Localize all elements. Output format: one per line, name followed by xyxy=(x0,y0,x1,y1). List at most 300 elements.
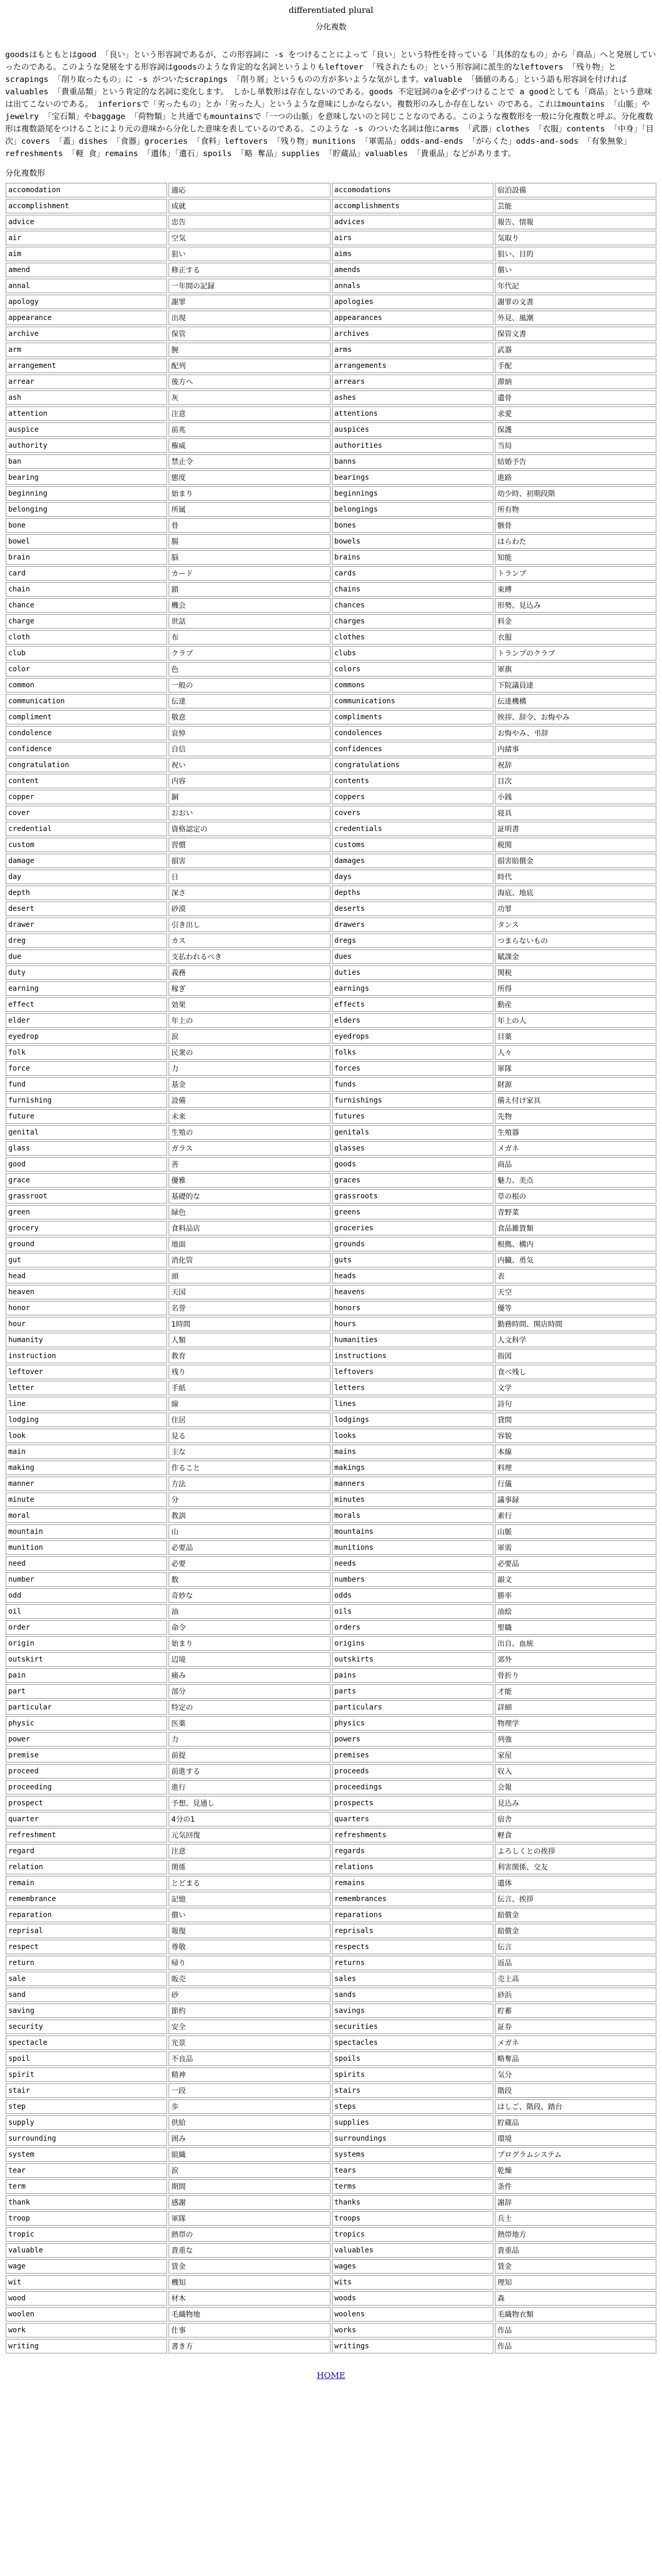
table-row xyxy=(6,822,656,836)
singular-word-cell: common xyxy=(6,678,167,692)
home-link[interactable]: HOME xyxy=(317,2370,345,2380)
singular-word-cell: copper xyxy=(6,790,167,804)
singular-word-cell: system xyxy=(6,2147,167,2162)
singular-meaning-cell: 銅 xyxy=(169,790,330,804)
singular-meaning-cell: 鎖 xyxy=(169,582,330,597)
singular-meaning-cell: 前兆 xyxy=(169,422,330,437)
plural-word-cell: physics xyxy=(332,1716,493,1731)
singular-meaning-cell: 修正する xyxy=(169,263,330,277)
plural-meaning-cell: 物理学 xyxy=(495,1716,656,1731)
plural-meaning-cell: 返品 xyxy=(495,1956,656,1970)
singular-meaning-cell: 熱帯の xyxy=(169,2227,330,2242)
plural-meaning-cell: はしご、階段、踏台 xyxy=(495,2099,656,2114)
plural-word-cell: remains xyxy=(332,1876,493,1890)
plural-meaning-cell: 軽食 xyxy=(495,1828,656,1842)
singular-word-cell: condolence xyxy=(6,726,167,740)
singular-meaning-cell: 適応 xyxy=(169,183,330,197)
singular-meaning-cell: 分 xyxy=(169,1493,330,1507)
plural-word-cell: genitals xyxy=(332,1125,493,1140)
plural-word-cell: munitions xyxy=(332,1540,493,1555)
plural-meaning-cell: 勤務時間、開店時間 xyxy=(495,1317,656,1331)
table-row xyxy=(6,2291,656,2306)
plural-word-cell: spirits xyxy=(332,2067,493,2082)
singular-meaning-cell: 食料品店 xyxy=(169,1221,330,1235)
plural-word-cell: heads xyxy=(332,1269,493,1283)
plural-meaning-cell: 狙い、目的 xyxy=(495,247,656,261)
table-row xyxy=(6,375,656,389)
singular-meaning-cell: 材木 xyxy=(169,2291,330,2306)
plural-meaning-cell: 必要品 xyxy=(495,1556,656,1571)
singular-word-cell: day xyxy=(6,870,167,884)
plural-word-cell: chains xyxy=(332,582,493,597)
singular-meaning-cell: とどまる xyxy=(169,1876,330,1890)
plural-meaning-cell: 損害賠償金 xyxy=(495,854,656,868)
plural-word-cell: respects xyxy=(332,1940,493,1954)
table-row xyxy=(6,215,656,229)
singular-word-cell: making xyxy=(6,1461,167,1475)
table-row xyxy=(6,742,656,756)
singular-word-cell: charge xyxy=(6,614,167,629)
table-row xyxy=(6,1556,656,1571)
plural-meaning-cell: 内緒事 xyxy=(495,742,656,756)
singular-meaning-cell: 世話 xyxy=(169,614,330,629)
singular-meaning-cell: 山 xyxy=(169,1524,330,1539)
table-row xyxy=(6,1844,656,1858)
singular-word-cell: drawer xyxy=(6,918,167,932)
plural-meaning-cell: 収入 xyxy=(495,1764,656,1778)
plural-word-cell: proceedings xyxy=(332,1780,493,1794)
plural-meaning-cell: メガネ xyxy=(495,1141,656,1156)
plural-word-cell: glasses xyxy=(332,1141,493,1156)
plural-word-cell: makings xyxy=(332,1461,493,1475)
singular-word-cell: oil xyxy=(6,1604,167,1619)
plural-meaning-cell: 韻文 xyxy=(495,1572,656,1587)
plural-word-cell: leftovers xyxy=(332,1365,493,1379)
singular-meaning-cell: 哀悼 xyxy=(169,726,330,740)
table-row xyxy=(6,550,656,565)
singular-word-cell: arm xyxy=(6,343,167,357)
singular-word-cell: power xyxy=(6,1732,167,1747)
plural-word-cell: covers xyxy=(332,806,493,820)
plural-meaning-cell: 青野菜 xyxy=(495,1205,656,1219)
singular-meaning-cell: 帰り xyxy=(169,1956,330,1970)
singular-word-cell: fund xyxy=(6,1077,167,1092)
plural-word-cell: sands xyxy=(332,1988,493,2002)
page-title: differentiated plural xyxy=(289,5,373,15)
singular-meaning-cell: 歩 xyxy=(169,2099,330,2114)
singular-word-cell: grocery xyxy=(6,1221,167,1235)
singular-meaning-cell: 感謝 xyxy=(169,2195,330,2210)
singular-word-cell: aim xyxy=(6,247,167,261)
table-row xyxy=(6,1972,656,1986)
plural-word-cell: needs xyxy=(332,1556,493,1571)
singular-meaning-cell: 布 xyxy=(169,630,330,645)
table-row xyxy=(6,1093,656,1108)
plural-word-cell: reparations xyxy=(332,1908,493,1922)
singular-word-cell: return xyxy=(6,1956,167,1970)
singular-meaning-cell: 命令 xyxy=(169,1620,330,1635)
plural-meaning-cell: 商品 xyxy=(495,1157,656,1172)
singular-meaning-cell: 辺境 xyxy=(169,1652,330,1667)
singular-word-cell: sale xyxy=(6,1972,167,1986)
table-row xyxy=(6,1668,656,1683)
singular-word-cell: grace xyxy=(6,1173,167,1188)
table-row xyxy=(6,1636,656,1651)
plural-word-cell: forces xyxy=(332,1061,493,1076)
table-row xyxy=(6,902,656,916)
plural-word-cell: greens xyxy=(332,1205,493,1219)
plural-word-cell: advices xyxy=(332,215,493,229)
plural-meaning-cell: 詳細 xyxy=(495,1700,656,1715)
singular-word-cell: auspice xyxy=(6,422,167,437)
plural-word-cell: heavens xyxy=(332,1285,493,1299)
plural-word-cell: credentials xyxy=(332,822,493,836)
singular-meaning-cell: 砂 xyxy=(169,1988,330,2002)
plural-word-cell: condolences xyxy=(332,726,493,740)
plural-word-cell: refreshments xyxy=(332,1828,493,1842)
singular-meaning-cell: 色 xyxy=(169,662,330,676)
table-row xyxy=(6,1620,656,1635)
singular-word-cell: security xyxy=(6,2020,167,2034)
plural-meaning-cell: 会報 xyxy=(495,1780,656,1794)
singular-meaning-cell: 年上の xyxy=(169,1013,330,1028)
singular-word-cell: good xyxy=(6,1157,167,1172)
plural-word-cell: folks xyxy=(332,1045,493,1060)
plural-word-cell: amends xyxy=(332,263,493,277)
plural-meaning-cell: 賠償金 xyxy=(495,1908,656,1922)
singular-word-cell: credential xyxy=(6,822,167,836)
singular-meaning-cell: 痛み xyxy=(169,1668,330,1683)
singular-meaning-cell: 深さ xyxy=(169,886,330,900)
plural-word-cell: guts xyxy=(332,1253,493,1267)
singular-word-cell: duty xyxy=(6,965,167,980)
plural-meaning-cell: 議事録 xyxy=(495,1493,656,1507)
plural-word-cell: funds xyxy=(332,1077,493,1092)
table-row xyxy=(6,183,656,197)
table-row xyxy=(6,2339,656,2353)
singular-meaning-cell: 安全 xyxy=(169,2020,330,2034)
plural-meaning-cell: 略奪品 xyxy=(495,2052,656,2066)
plural-word-cell: accomodations xyxy=(332,183,493,197)
plural-word-cell: bowels xyxy=(332,534,493,549)
singular-meaning-cell: 医薬 xyxy=(169,1716,330,1731)
plural-meaning-cell: プログラムシステム xyxy=(495,2147,656,2162)
intro-paragraph: goodsはもともとはgood 「良い」という形容詞であるが、この形容詞に -s をつけることによって「良い」という特性を持っている「具体的なもの」から「商品」へと発展していったのである。このような発展をする形容詞はgoodsのような肯定的な名詞というよりもleftover 「残されたもの」という形容詞に派生的なleftovers 「残り物」とscrapings 「削り取ったもの」に -s がついたscrapings 「削り屑」というものの方が多いような気がします。valuable 「価値のある」という語も形容詞を付ければvaluables 「貴重品類」という肯定的な名詞に変化します。 しかし単数形は存在しないのである。goods 不定冠詞のaを必ずつけることで a goodとしても「商品」という意味は出てこないのである。 inferiorsで「劣ったもの」とか「劣った人」というような意味にしかならない。複数形のみしか存在しない のである。これはmountains 「山脈」やjewelry 「宝石類」やbaggage 「荷物類」と共通でもmountainsで「一つの山脈」を意味しないのと同じことなのである。このような複数形を一般に分化複数と呼ぶ。分化複数形は複数語尾をつけることにより元の意味から分化した意味を表しているのである。このような -s のついた名詞は他にarms 「武器」clothes 「衣服」contents 「中身」「目次」covers 「蓋」dishes 「食器」groceries 「食料」leftovers 「残り物」munitions 「軍需品」odds-and-ends 「がらくた」odds-and-sods 「有象無象」refreshments 「軽 食」remains 「遺体」「遺石」spoils 「略 奪品」supplies 「貯蔵品」valuables 「貴重品」などがあります。 xyxy=(5,49,656,158)
singular-meaning-cell: 賃金 xyxy=(169,2259,330,2274)
table-row xyxy=(6,327,656,341)
plural-meaning-cell: 税関 xyxy=(495,838,656,852)
plural-word-cell: hours xyxy=(332,1317,493,1331)
singular-meaning-cell: 後方へ xyxy=(169,375,330,389)
plural-word-cell: odds xyxy=(332,1588,493,1603)
plural-meaning-cell: 備え付け家具 xyxy=(495,1093,656,1108)
table-row xyxy=(6,1812,656,1826)
plural-meaning-cell: 乾燥 xyxy=(495,2163,656,2178)
plural-word-cell: charges xyxy=(332,614,493,629)
plural-word-cell: orders xyxy=(332,1620,493,1635)
singular-meaning-cell: 光景 xyxy=(169,2036,330,2050)
singular-meaning-cell: 保管 xyxy=(169,327,330,341)
table-row xyxy=(6,1013,656,1028)
plural-word-cell: thanks xyxy=(332,2195,493,2210)
table-row xyxy=(6,1445,656,1459)
singular-meaning-cell: 配列 xyxy=(169,359,330,373)
table-row xyxy=(6,2131,656,2146)
plural-word-cell: days xyxy=(332,870,493,884)
singular-meaning-cell: 線 xyxy=(169,1397,330,1411)
plural-word-cell: attentions xyxy=(332,406,493,421)
singular-meaning-cell: 償い xyxy=(169,1908,330,1922)
singular-word-cell: amend xyxy=(6,263,167,277)
plural-meaning-cell: 所得 xyxy=(495,981,656,996)
plural-meaning-cell: 形勢、見込み xyxy=(495,598,656,613)
plural-meaning-cell: 遺骨 xyxy=(495,391,656,405)
plural-word-cell: grounds xyxy=(332,1237,493,1251)
singular-meaning-cell: 不良品 xyxy=(169,2052,330,2066)
singular-word-cell: accomplishment xyxy=(6,199,167,213)
singular-meaning-cell: 腕 xyxy=(169,343,330,357)
singular-word-cell: annal xyxy=(6,279,167,293)
singular-meaning-cell: 教育 xyxy=(169,1349,330,1363)
table-row xyxy=(6,1604,656,1619)
table-row xyxy=(6,1061,656,1076)
plural-meaning-cell: 軍需 xyxy=(495,1540,656,1555)
singular-word-cell: arrear xyxy=(6,375,167,389)
plural-meaning-cell: 海底、地底 xyxy=(495,886,656,900)
singular-word-cell: confidence xyxy=(6,742,167,756)
table-row xyxy=(6,790,656,804)
plural-meaning-cell: つまらないもの xyxy=(495,934,656,948)
singular-word-cell: valuable xyxy=(6,2243,167,2258)
plural-meaning-cell: 本線 xyxy=(495,1445,656,1459)
singular-meaning-cell: 名誉 xyxy=(169,1301,330,1315)
singular-meaning-cell: 義務 xyxy=(169,965,330,980)
singular-meaning-cell: 見る xyxy=(169,1429,330,1443)
singular-word-cell: troop xyxy=(6,2211,167,2226)
plural-word-cell: humanities xyxy=(332,1333,493,1347)
singular-word-cell: physic xyxy=(6,1716,167,1731)
table-row xyxy=(6,965,656,980)
plural-word-cell: parts xyxy=(332,1684,493,1699)
table-row xyxy=(6,1588,656,1603)
plural-word-cell: auspices xyxy=(332,422,493,437)
plural-meaning-cell: 保管文書 xyxy=(495,327,656,341)
table-row xyxy=(6,1876,656,1890)
table-row xyxy=(6,1509,656,1523)
table-row xyxy=(6,1109,656,1124)
singular-meaning-cell: 態度 xyxy=(169,470,330,485)
table-row xyxy=(6,710,656,724)
singular-word-cell: regard xyxy=(6,1844,167,1858)
singular-meaning-cell: 緑色 xyxy=(169,1205,330,1219)
table-row xyxy=(6,534,656,549)
plural-word-cell: communications xyxy=(332,694,493,708)
plural-meaning-cell: 所有物 xyxy=(495,502,656,517)
plural-word-cell: premises xyxy=(332,1748,493,1762)
plural-word-cell: arrangements xyxy=(332,359,493,373)
singular-word-cell: accomodation xyxy=(6,183,167,197)
plural-meaning-cell: 証明書 xyxy=(495,822,656,836)
plural-word-table-body xyxy=(6,183,656,2353)
singular-word-cell: future xyxy=(6,1109,167,1124)
plural-meaning-cell: 挨拶、辞令、お悔やみ xyxy=(495,710,656,724)
singular-meaning-cell: 主な xyxy=(169,1445,330,1459)
singular-word-cell: woolen xyxy=(6,2307,167,2321)
plural-word-cell: regards xyxy=(332,1844,493,1858)
table-row xyxy=(6,454,656,469)
plural-meaning-cell: 伝達機構 xyxy=(495,694,656,708)
plural-word-cell: woolens xyxy=(332,2307,493,2321)
plural-word-cell: tears xyxy=(332,2163,493,2178)
plural-word-cell: mains xyxy=(332,1445,493,1459)
plural-word-cell: relations xyxy=(332,1860,493,1874)
plural-meaning-cell: 文学 xyxy=(495,1381,656,1395)
table-row xyxy=(6,2020,656,2034)
plural-meaning-cell: 容貌 xyxy=(495,1429,656,1443)
table-row xyxy=(6,486,656,501)
singular-meaning-cell: 生殖の xyxy=(169,1125,330,1140)
plural-word-cell: dues xyxy=(332,950,493,964)
table-row xyxy=(6,1477,656,1491)
singular-meaning-cell: 奇妙な xyxy=(169,1588,330,1603)
plural-meaning-cell: 条件 xyxy=(495,2179,656,2194)
plural-word-cell: airs xyxy=(332,231,493,245)
singular-meaning-cell: 基礎的な xyxy=(169,1189,330,1204)
table-row xyxy=(6,1684,656,1699)
singular-word-cell: damage xyxy=(6,854,167,868)
table-row xyxy=(6,1221,656,1235)
table-row xyxy=(6,438,656,453)
singular-meaning-cell: クラブ xyxy=(169,646,330,660)
singular-word-cell: pain xyxy=(6,1668,167,1683)
plural-word-cell: prospects xyxy=(332,1796,493,1810)
plural-word-cell: belongings xyxy=(332,502,493,517)
singular-meaning-cell: 設備 xyxy=(169,1093,330,1108)
plural-meaning-cell: お悔やみ、弔辞 xyxy=(495,726,656,740)
singular-meaning-cell: 脳 xyxy=(169,550,330,565)
singular-word-cell: brain xyxy=(6,550,167,565)
singular-word-cell: belonging xyxy=(6,502,167,517)
table-row xyxy=(6,1780,656,1794)
singular-meaning-cell: 涙 xyxy=(169,2163,330,2178)
singular-meaning-cell: 禁止令 xyxy=(169,454,330,469)
plural-meaning-cell: 年上の人 xyxy=(495,1013,656,1028)
table-row xyxy=(6,1828,656,1842)
table-row xyxy=(6,2307,656,2321)
plural-meaning-cell: 軍旗 xyxy=(495,662,656,676)
singular-meaning-cell: 自信 xyxy=(169,742,330,756)
plural-meaning-cell: 財源 xyxy=(495,1077,656,1092)
table-row xyxy=(6,1700,656,1715)
table-row xyxy=(6,566,656,581)
plural-word-cell: accomplishments xyxy=(332,199,493,213)
plural-word-cell: aims xyxy=(332,247,493,261)
plural-word-cell: oils xyxy=(332,1604,493,1619)
plural-word-cell: wages xyxy=(332,2259,493,2274)
singular-word-cell: gut xyxy=(6,1253,167,1267)
table-row xyxy=(6,1077,656,1092)
table-row xyxy=(6,870,656,884)
plural-meaning-cell: よろしくとの挨拶 xyxy=(495,1844,656,1858)
table-row xyxy=(6,854,656,868)
table-row xyxy=(6,2211,656,2226)
plural-meaning-cell: 見込み xyxy=(495,1796,656,1810)
table-row xyxy=(6,1285,656,1299)
plural-word-cell: clothes xyxy=(332,630,493,645)
table-row xyxy=(6,997,656,1012)
plural-meaning-cell: 勝率 xyxy=(495,1588,656,1603)
singular-word-cell: proceed xyxy=(6,1764,167,1778)
singular-meaning-cell: 習慣 xyxy=(169,838,330,852)
table-row xyxy=(6,1173,656,1188)
plural-word-cell: origins xyxy=(332,1636,493,1651)
table-row xyxy=(6,1205,656,1219)
plural-meaning-cell: 気取り xyxy=(495,231,656,245)
plural-meaning-cell: はらわた xyxy=(495,534,656,549)
singular-word-cell: due xyxy=(6,950,167,964)
plural-word-cell: goods xyxy=(332,1157,493,1172)
singular-word-cell: folk xyxy=(6,1045,167,1060)
plural-meaning-cell: 進路 xyxy=(495,470,656,485)
singular-word-cell: green xyxy=(6,1205,167,1219)
plural-meaning-cell: 動産 xyxy=(495,997,656,1012)
plural-word-cell: archives xyxy=(332,327,493,341)
singular-meaning-cell: 尊敬 xyxy=(169,1940,330,1954)
singular-meaning-cell: 謝罪 xyxy=(169,295,330,309)
singular-word-cell: heaven xyxy=(6,1285,167,1299)
singular-word-cell: chance xyxy=(6,598,167,613)
singular-word-cell: look xyxy=(6,1429,167,1443)
table-row xyxy=(6,1892,656,1906)
singular-meaning-cell: 力 xyxy=(169,1061,330,1076)
singular-meaning-cell: 手紙 xyxy=(169,1381,330,1395)
singular-meaning-cell: 精神 xyxy=(169,2067,330,2082)
singular-meaning-cell: 人類 xyxy=(169,1333,330,1347)
singular-word-cell: wood xyxy=(6,2291,167,2306)
singular-word-cell: authority xyxy=(6,438,167,453)
singular-word-cell: attention xyxy=(6,406,167,421)
plural-meaning-cell: 草の根の xyxy=(495,1189,656,1204)
plural-meaning-cell: 小銭 xyxy=(495,790,656,804)
plural-meaning-cell: 人々 xyxy=(495,1045,656,1060)
singular-word-cell: manner xyxy=(6,1477,167,1491)
plural-word-cell: powers xyxy=(332,1732,493,1747)
plural-meaning-cell: 骸骨 xyxy=(495,518,656,533)
plural-meaning-cell: 油絵 xyxy=(495,1604,656,1619)
plural-meaning-cell: 寝具 xyxy=(495,806,656,820)
plural-meaning-cell: 聖職 xyxy=(495,1620,656,1635)
table-row xyxy=(6,678,656,692)
singular-meaning-cell: 期間 xyxy=(169,2179,330,2194)
table-row xyxy=(6,1029,656,1044)
plural-meaning-cell: 貯蔵品 xyxy=(495,2115,656,2130)
singular-meaning-cell: 日 xyxy=(169,870,330,884)
table-row xyxy=(6,2195,656,2210)
singular-word-cell: prospect xyxy=(6,1796,167,1810)
singular-word-cell: glass xyxy=(6,1141,167,1156)
table-row xyxy=(6,758,656,772)
singular-word-cell: cloth xyxy=(6,630,167,645)
plural-word-cell: looks xyxy=(332,1429,493,1443)
singular-meaning-cell: 毛織物地 xyxy=(169,2307,330,2321)
plural-word-cell: clubs xyxy=(332,646,493,660)
plural-word-cell: supplies xyxy=(332,2115,493,2130)
singular-word-cell: dreg xyxy=(6,934,167,948)
singular-word-cell: furnishing xyxy=(6,1093,167,1108)
plural-word-cell: damages xyxy=(332,854,493,868)
plural-meaning-cell: 武器 xyxy=(495,343,656,357)
singular-word-cell: instruction xyxy=(6,1349,167,1363)
